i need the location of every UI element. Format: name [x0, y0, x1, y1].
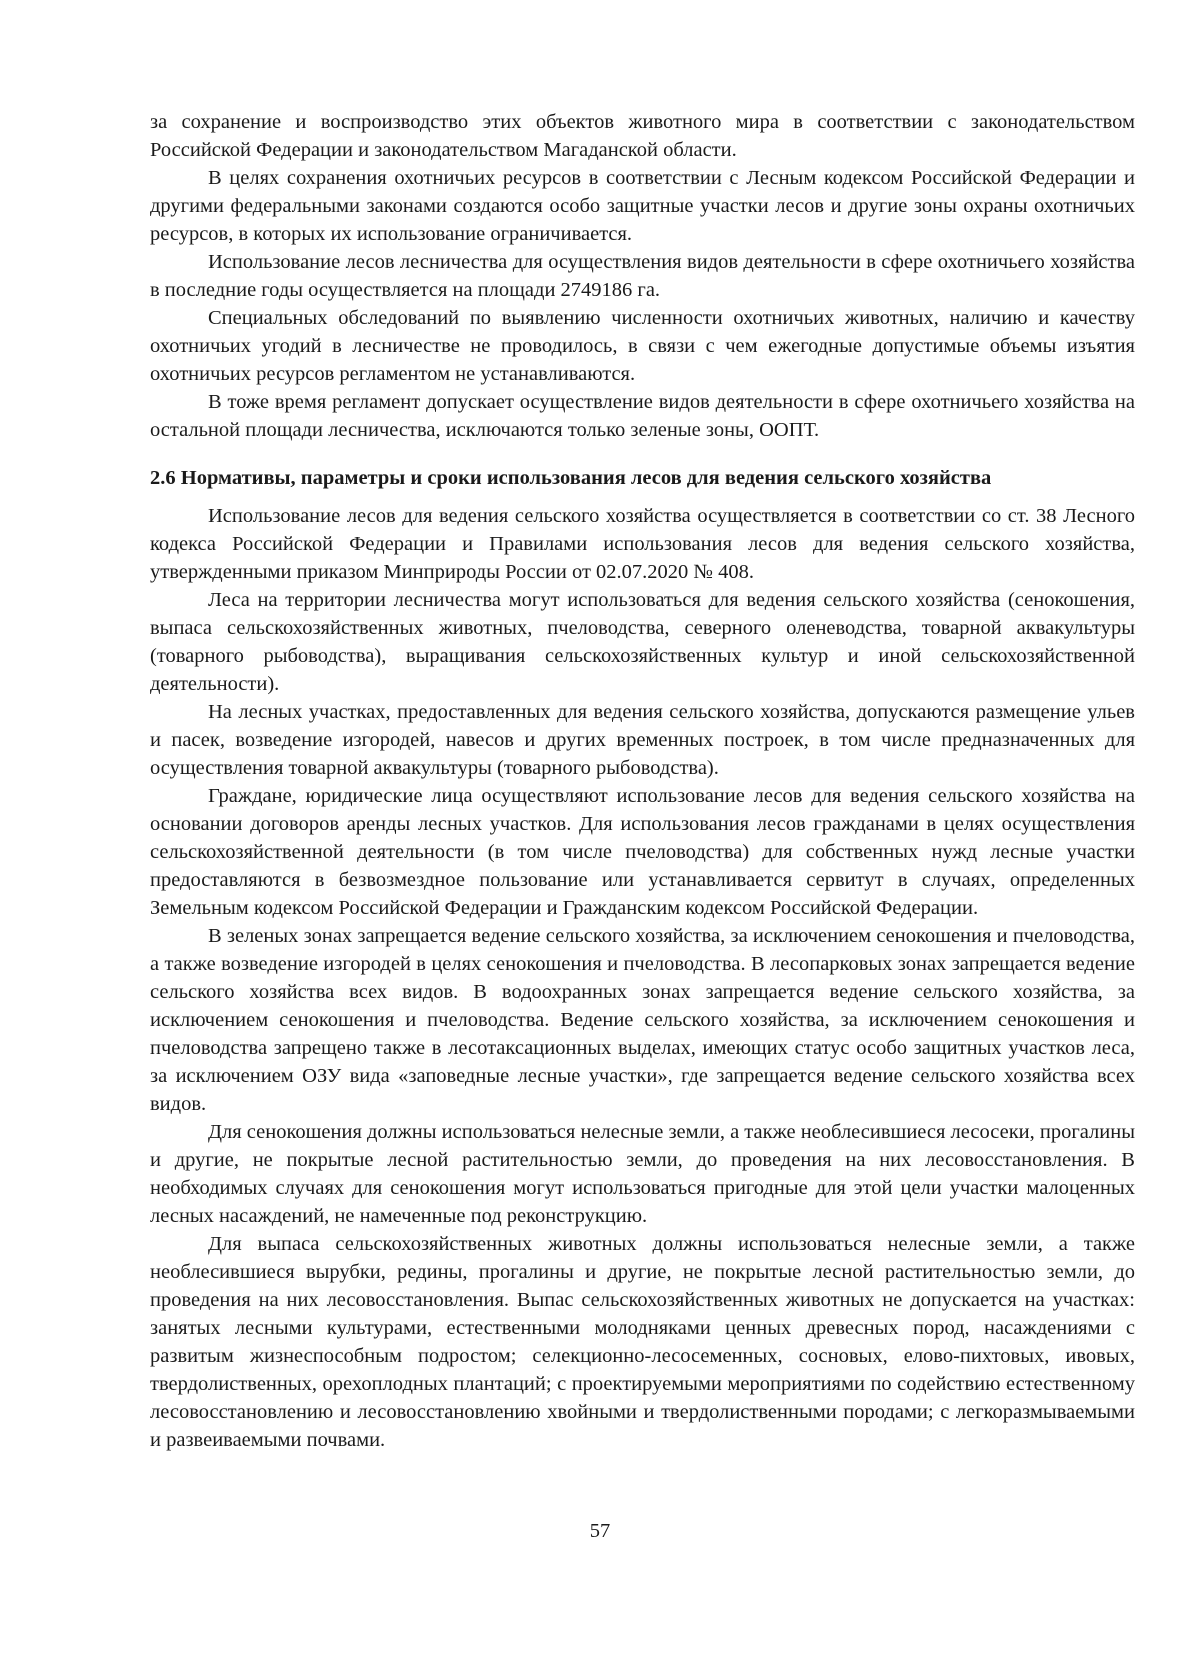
paragraph-agriculture-lease: Граждане, юридические лица осуществляют использование лесов для ведения сельского хозяйства на основании договоров аренды лесных участков. Для использования лесов гражданами в целях осуществления сельскохозяйственной деятельности (в том числе пчеловодства) для собственных нужд лесные участки предоставляются в безвозмездное пользование или устанавливается сервитут в случаях, определенных Земельным кодексом Российской Федерации и Гражданским кодексом Российской Федерации. — [150, 785, 1135, 919]
paragraph-agriculture-types: Леса на территории лесничества могут использоваться для ведения сельского хозяйства (сенокошения, выпаса сельскохозяйственных животных, пчеловодства, северного оленеводства, товарной аквакультуры (товарного рыбоводства), выращивания сельскохозяйственных культур и иной сельскохозяйственной деятельности). — [150, 589, 1135, 695]
paragraph-hunting-surveys: Специальных обследований по выявлению численности охотничьих животных, наличию и качеству охотничьих угодий в лесничестве не проводилось, в связи с чем ежегодные допустимые объемы изъятия охотничьих ресурсов регламентом не устанавливаются. — [150, 307, 1135, 385]
paragraph-grazing: Для выпаса сельскохозяйственных животных должны использоваться нелесные земли, а также необлесившиеся вырубки, редины, прогалины и другие, не покрытые лесной растительностью земли, до проведения на них лесовосстановления. Выпас сельскохозяйственных животных не допускается на участках: занятых лесными культурами, естественными молодняками ценных древесных пород, насаждениями с развитым жизнеспособным подростом; селекционно-лесосеменных, сосновых, елово-пихтовых, ивовых, твердолиственных, орехоплодных плантаций; с проектируемыми мероприятиями по содействию естественному лесовосстановлению и лесовосстановлению хвойными и твердолиственными породами; с легкоразмываемыми и развеиваемыми почвами. — [150, 1233, 1135, 1451]
paragraph-hunting-protection: В целях сохранения охотничьих ресурсов в соответствии с Лесным кодексом Российской Федерации и другими федеральными законами создаются особо защитные участки лесов и другие зоны охраны охотничьих ресурсов, в которых их использование ограничивается. — [150, 167, 1135, 245]
paragraph-agriculture-restrictions: В зеленых зонах запрещается ведение сельского хозяйства, за исключением сенокошения и пчеловодства, а также возведение изгородей в целях сенокошения и пчеловодства. В лесопарковых зонах запрещается ведение сельского хозяйства всех видов. В водоохранных зонах запрещается ведение сельского хозяйства, за исключением сенокошения и пчеловодства. Ведение сельского хозяйства, за исключением сенокошения и пчеловодства запрещено также в лесотаксационных выделах, имеющих статус особо защитных участков леса, за исключением ОЗУ вида «заповедные лесные участки», где запрещается ведение сельского хозяйства всех видов. — [150, 925, 1135, 1115]
paragraph-hunting-allowed: В тоже время регламент допускает осуществление видов деятельности в сфере охотничьего хозяйства на остальной площади лесничества, исключаются только зеленые зоны, ООПТ. — [150, 391, 1135, 441]
section-heading: 2.6 Нормативы, параметры и сроки использования лесов для ведения сельского хозяйства — [150, 467, 992, 489]
paragraph-hunting-area: Использование лесов лесничества для осуществления видов деятельности в сфере охотничьего хозяйства в последние годы осуществляется на площади 2749186 га. — [150, 251, 1135, 301]
paragraph-agriculture-basis: Использование лесов для ведения сельского хозяйства осуществляется в соответствии со ст. 38 Лесного кодекса Российской Федерации и Правилами использования лесов для ведения сельского хозяйства, утвержденными приказом Минприроды России от 02.07.2020 № 408. — [150, 505, 1135, 583]
page-number: 57 — [589, 1520, 611, 1542]
document-page — [150, 108, 1135, 1454]
paragraph-haymaking: Для сенокошения должны использоваться нелесные земли, а также необлесившиеся лесосеки, прогалины и другие, не покрытые лесной растительностью земли, до проведения на них лесовосстановления. В необходимых случаях для сенокошения могут использоваться пригодные для этой цели участки малоценных лесных насаждений, не намеченные под реконструкцию. — [150, 1121, 1135, 1227]
paragraph-agriculture-structures: На лесных участках, предоставленных для ведения сельского хозяйства, допускаются размещение ульев и пасек, возведение изгородей, навесов и других временных построек, в том числе предназначенных для осуществления товарной аквакультуры (товарного рыбоводства). — [150, 701, 1135, 779]
paragraph-continuation: за сохранение и воспроизводство этих объектов животного мира в соответствии с законодательством Российской Федерации и законодательством Магаданской области. — [150, 111, 1135, 161]
